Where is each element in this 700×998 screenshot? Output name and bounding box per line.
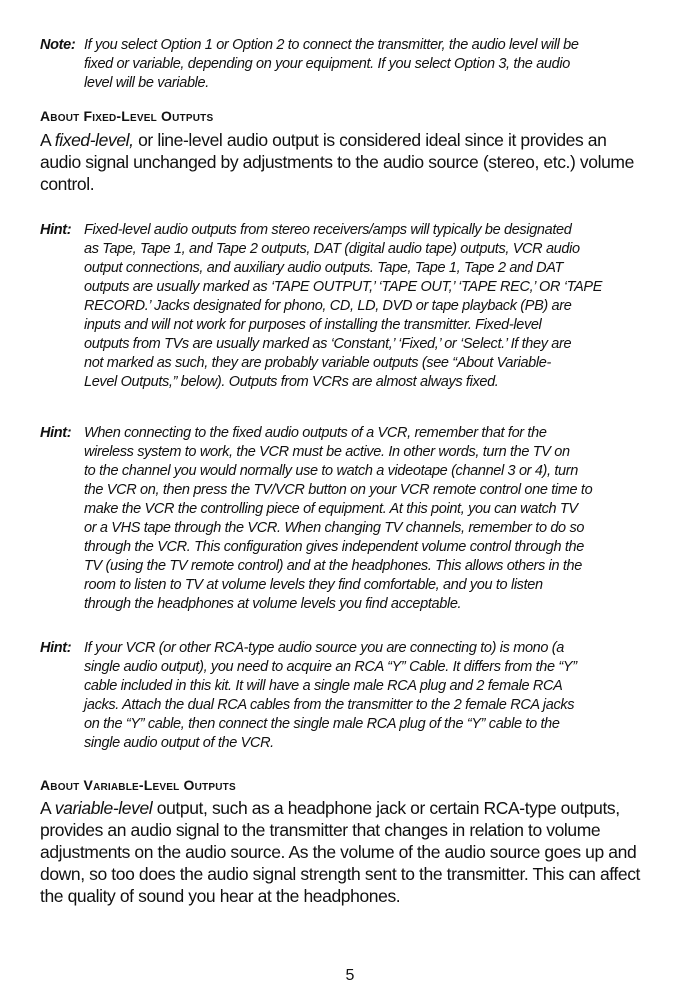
hint-label: Hint: — [40, 425, 72, 441]
fixed-level-heading: About Fixed-Level Outputs — [40, 108, 214, 124]
page-number: 5 — [345, 967, 355, 984]
note-block — [40, 36, 690, 93]
hint-block-2 — [40, 424, 690, 614]
note-label: Note: — [40, 37, 76, 53]
hint-text: If your VCR (or other RCA-type audio source you are connecting to) is mono (a single audio output), you need to acquire an RCA “Y” Cable. It differs from the “Y” cable included in this kit. It will have a single male RCA plug and 2 female RCA jacks. Attach the dual RCA cables from the transmitter to the 2 female RCA jacks on the “Y” cable, then connect the single male RCA plug of the “Y” cable to the single audio output of the VCR. — [84, 640, 577, 751]
fixed-level-paragraph: A fixed-level, or line-level audio output is considered ideal since it provides an audio signal unchanged by adjustments to the audio source (stereo, etc.) volume control. — [40, 130, 634, 194]
note-text: If you select Option 1 or Option 2 to connect the transmitter, the audio level will be fixed or variable, depending on your equipment. If you select Option 3, the audio level will be variable. — [84, 37, 579, 91]
variable-level-paragraph: A variable-level output, such as a headphone jack or certain RCA-type outputs, provides an audio signal to the transmitter that changes in relation to volume adjustments on the audio source. As the volume of the audio source goes up and down, so too does the audio signal strength sent to the transmitter. This can affect the quality of sound you hear at the headphones. — [40, 798, 641, 906]
fixed-level-term: fixed-level, — [54, 130, 134, 150]
hint-label: Hint: — [40, 222, 72, 238]
hint-text: Fixed-level audio outputs from stereo receivers/amps will typically be designated as Tape, Tape 1, and Tape 2 outputs, DAT (digital audio tape) outputs, VCR audio output connections, and auxiliary audio outputs. Tape, Tape 1, Tape 2 and DAT outputs are usually marked as ‘TAPE OUTPUT,’ ‘TAPE OUT,’ ‘TAPE REC,’ OR ‘TAPE RECORD.’ Jacks designated for phono, CD, LD, DVD or tape playback (PB) are inputs and will not work for purposes of installing the transmitter. Fixed-level outputs from TVs are usually marked as ‘Constant,’ ‘Fixed,’ or ‘Select.’ If they are not marked as such, they are probably variable outputs (see “About Variable- Level Outputs,” below). Outputs from VCRs are almost always fixed. — [84, 222, 603, 390]
hint-label: Hint: — [40, 640, 72, 656]
hint-block-1 — [40, 221, 690, 392]
variable-level-term: variable-level — [54, 798, 153, 818]
hint-block-3 — [40, 639, 690, 753]
hint-text: When connecting to the fixed audio outputs of a VCR, remember that for the wireless system to work, the VCR must be active. In other words, turn the TV on to the channel you would normally use to watch a videotape (channel 3 or 4), turn the VCR on, then press the TV/VCR button on your VCR remote control one time to make the VCR the controlling piece of equipment. At this point, you can watch TV or a VHS tape through the VCR. When changing TV channels, remember to do so through the VCR. This configuration gives independent volume control through the TV (using the TV remote control) and at the headphones. This allows others in the room to listen to TV at volume levels they find comfortable, and you to listen through the headphones at volume levels you find acceptable. — [84, 425, 593, 612]
variable-level-heading: About Variable-Level Outputs — [40, 777, 236, 793]
